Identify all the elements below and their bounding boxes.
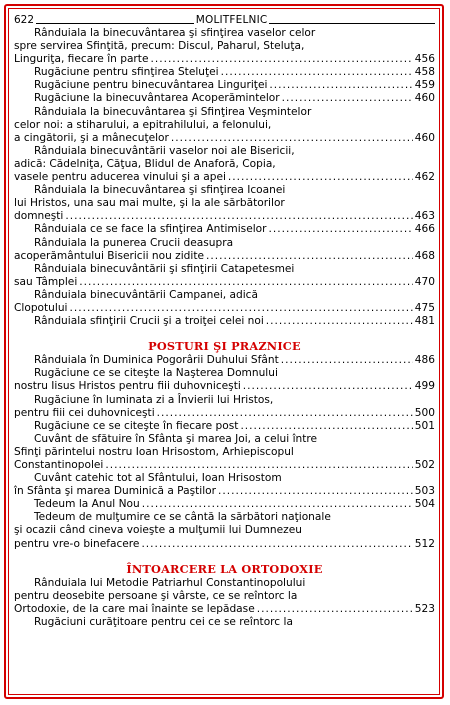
entry-text: Rânduiala la binecuvântarea şi sfinţirea vaselor celor <box>34 27 316 39</box>
leader-dots <box>269 79 412 92</box>
entry-text: Rugăciune în luminata zi a Învierii lui Hristos, <box>34 393 274 406</box>
entry-page-number: 458 <box>414 66 435 79</box>
toc-entry <box>14 184 435 223</box>
leader-dots <box>228 171 413 184</box>
leader-dots <box>266 315 413 328</box>
toc-entry <box>14 354 435 367</box>
entry-text: acoperământului Bisericii nou zidite <box>14 249 204 262</box>
toc-entry <box>14 237 435 263</box>
leader-dots <box>105 459 412 472</box>
entry-page-number: 468 <box>414 249 435 262</box>
toc-entry <box>14 263 435 289</box>
entry-text: pentru vre-o binefacere <box>14 537 140 550</box>
toc-entry <box>14 394 435 420</box>
entry-text: lui Hristos, una sau mai multe, şi la ale sărbătorilor <box>14 197 285 210</box>
entry-page-number: 499 <box>414 380 435 393</box>
page <box>14 12 435 629</box>
entry-text: Cuvânt de sfătuire în Sfânta şi marea Joi, a celui între <box>34 432 318 445</box>
toc-entry <box>14 616 435 629</box>
leader-dots <box>218 485 413 498</box>
section-heading: POSTURI ŞI PRAZNICE <box>148 339 301 354</box>
entry-page-number: 459 <box>414 79 435 92</box>
entry-text: Tedeum de mulţumire ce se cântă la sărbători naţionale <box>34 511 331 524</box>
leader-dots <box>65 210 412 223</box>
entry-text: celor noi: a stiharului, a epitrahilului, a felonului, <box>14 118 272 131</box>
entry-text: Rânduiala la binecuvântarea şi sfinţirea Icoanei <box>34 184 286 197</box>
entry-page-number: 486 <box>414 354 435 367</box>
entry-text: Rânduiala binecuvântării şi sfinţirii Catapetesmei <box>34 262 295 275</box>
entry-text: şi ocazii când cineva voieşte a mulţumii lui Dumnezeu <box>14 524 302 537</box>
running-header <box>14 12 435 27</box>
toc-entry <box>14 367 435 393</box>
entry-page-number: 462 <box>414 171 435 184</box>
entry-text: Rânduiala sfinţirii Crucii şi a troiţei celei noi <box>34 315 264 328</box>
entry-text: Rugăciuni curăţitoare pentru cei ce se reîntorc la <box>34 616 293 629</box>
entry-page-number: 463 <box>414 210 435 223</box>
leader-dots <box>70 302 413 315</box>
toc-entry <box>14 79 435 92</box>
entry-page-number: 466 <box>414 223 435 236</box>
entry-text: Clopotului <box>14 301 68 314</box>
leader-dots <box>79 276 412 289</box>
entry-page-number: 460 <box>414 92 435 105</box>
entry-page-number: 512 <box>414 537 435 550</box>
toc-entry <box>14 289 435 315</box>
entry-page-number: 456 <box>414 53 435 66</box>
entry-page-number: 460 <box>414 131 435 144</box>
entry-page-number: 481 <box>414 315 435 328</box>
entry-text: Rânduiala la binecuvântarea şi Sfinţirea Veşmintelor <box>34 105 312 118</box>
toc-entry <box>14 577 435 616</box>
toc-entry <box>14 92 435 105</box>
leader-dots <box>141 538 412 551</box>
page-number: 622 <box>14 13 35 26</box>
section-heading: ÎNTOARCERE LA ORTODOXIE <box>126 561 323 576</box>
leader-dots <box>243 380 413 393</box>
entry-text: Rugăciune pentru binecuvântarea Linguriţei <box>34 79 268 92</box>
header-rule-right <box>269 23 435 24</box>
entry-page-number: 502 <box>414 459 435 471</box>
leader-dots <box>240 420 412 433</box>
toc-entry <box>14 223 435 236</box>
entry-text: Rugăciune ce se citeşte în fiecare post <box>34 419 239 432</box>
entry-text: Rugăciune pentru sfinţirea Steluţei <box>34 66 219 79</box>
entry-text: Rânduiala ce se face la sfinţirea Antimiselor <box>34 223 267 236</box>
entry-page-number: 504 <box>414 498 435 511</box>
toc-entry <box>14 433 435 472</box>
entry-page-number: 503 <box>414 485 435 498</box>
entry-text: Rânduiala în Duminica Pogorârii Duhului Sfânt <box>34 354 279 367</box>
entry-text: Sfinţi părintelui nostru Ioan Hrisostom, Arhiepiscopul <box>14 445 294 458</box>
toc-entry <box>14 315 435 328</box>
entry-text: Linguriţa, fiecare în parte <box>14 53 149 66</box>
table-of-contents <box>14 27 435 629</box>
entry-text: Rânduiala lui Metodie Patriarhul Constantinopolului <box>34 576 306 589</box>
entry-text: vasele pentru aducerea vinului şi a apei <box>14 171 226 184</box>
entry-page-number: 470 <box>414 275 435 288</box>
entry-text: pentru fiii cei duhovniceşti <box>14 406 155 419</box>
toc-entry <box>14 27 435 66</box>
leader-dots <box>157 407 413 420</box>
entry-text: Rugăciune ce se citeşte la Naşterea Domnului <box>34 367 278 380</box>
entry-text: Rânduiala binecuvântării Campanei, adică <box>34 288 258 301</box>
book-title: MOLITFELNIC <box>195 13 268 26</box>
toc-entry <box>14 498 435 511</box>
entry-page-number: 475 <box>414 301 435 314</box>
entry-text: Rânduiala binecuvântării vaselor noi ale Bisericii, <box>34 144 295 157</box>
entry-text: Tedeum la Anul Nou <box>34 498 140 511</box>
leader-dots <box>150 53 412 66</box>
entry-text: adică: Cădelniţa, Căţua, Blidul de Anaforă, Copia, <box>14 157 276 170</box>
leader-dots <box>221 66 413 79</box>
entry-text: Constantinopolei <box>14 459 104 471</box>
entry-text: a cingătorii, şi a mânecuţelor <box>14 131 169 144</box>
leader-dots <box>269 223 413 236</box>
entry-text: Rugăciune la binecuvântarea Acoperămintelor <box>34 92 280 105</box>
entry-text: Rânduiala la punerea Crucii deasupra <box>34 236 234 249</box>
leader-dots <box>257 603 413 616</box>
leader-dots <box>281 354 413 367</box>
entry-page-number: 500 <box>414 406 435 419</box>
entry-text: pentru deosebite persoane şi vârste, ce se reîntorc la <box>14 589 298 602</box>
toc-entry <box>14 511 435 550</box>
entry-text: domneşti <box>14 210 64 223</box>
entry-text: sau Tâmplei <box>14 275 78 288</box>
entry-text: spre servirea Sfinţită, precum: Discul, Paharul, Steluţa, <box>14 40 305 53</box>
entry-text: Cuvânt catehic tot al Sfântului, Ioan Hrisostom <box>34 472 282 485</box>
toc-entry <box>14 145 435 184</box>
entry-text: nostru Iisus Hristos pentru fiii duhovniceşti <box>14 380 241 393</box>
entry-page-number: 523 <box>414 602 435 615</box>
toc-entry <box>14 106 435 145</box>
entry-text: în Sfânta şi marea Duminică a Paştilor <box>14 485 216 498</box>
toc-entry <box>14 472 435 498</box>
leader-dots <box>206 250 413 263</box>
header-rule-left <box>36 23 194 24</box>
entry-text: Ortodoxie, de la care mai înainte se lepădase <box>14 602 255 615</box>
leader-dots <box>282 92 413 105</box>
leader-dots <box>171 132 413 145</box>
leader-dots <box>142 498 413 511</box>
toc-entry <box>14 420 435 433</box>
entry-page-number: 501 <box>414 419 435 432</box>
toc-entry <box>14 66 435 79</box>
